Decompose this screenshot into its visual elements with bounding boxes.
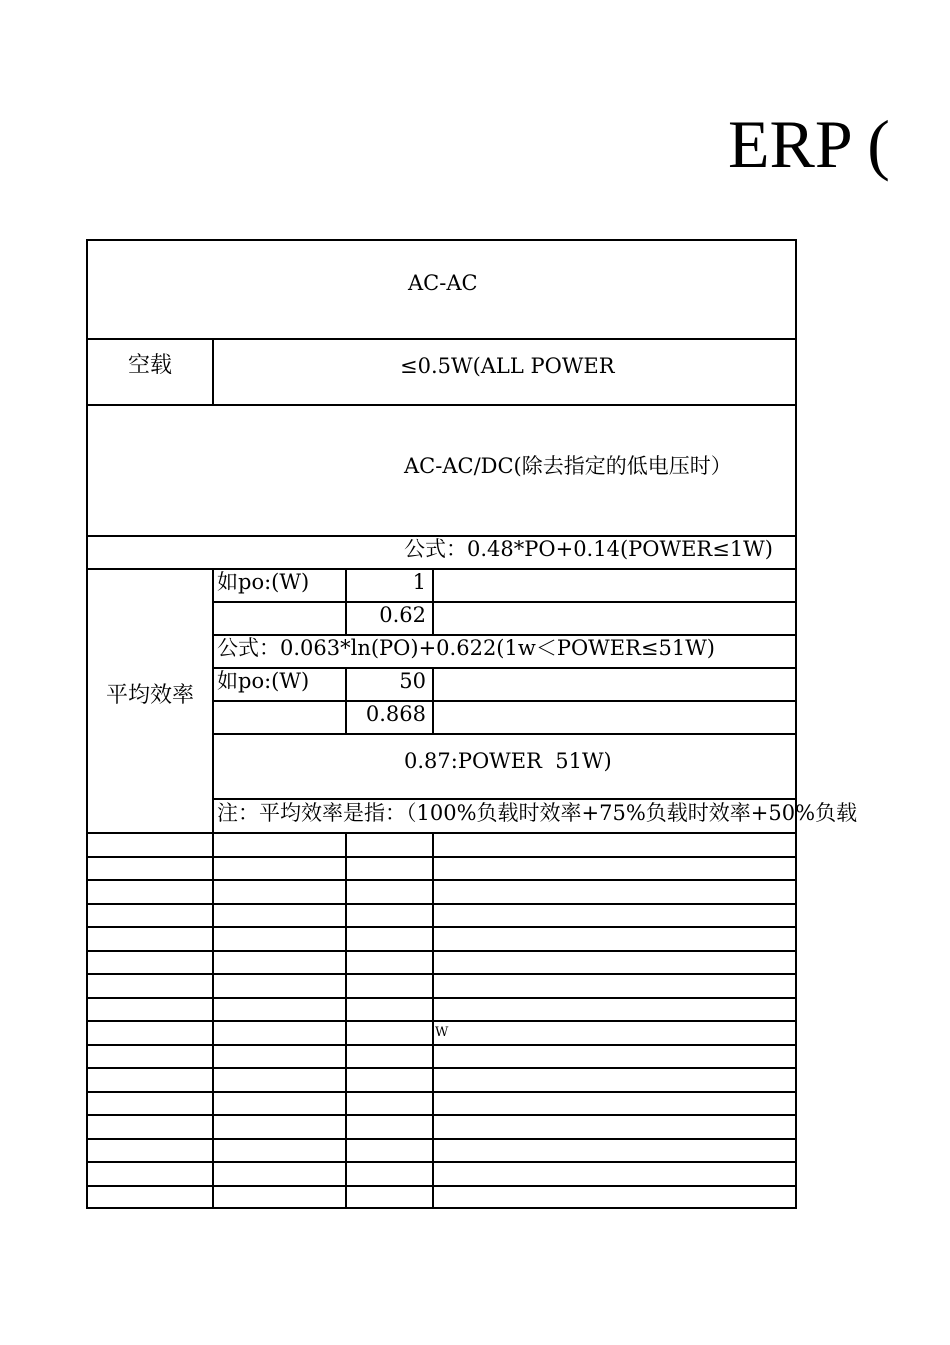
- grid-row-line: [86, 926, 797, 928]
- avg-efficiency-label: 平均效率: [105, 683, 194, 708]
- example2-po: 50: [399, 669, 426, 693]
- grid-row-line: [86, 950, 797, 952]
- column-divider: [212, 338, 214, 406]
- high-power-efficiency: 0.87:POWER 51W): [404, 749, 612, 773]
- example1-result: 0.62: [379, 603, 426, 627]
- example1-po: 1: [412, 570, 426, 594]
- grid-row-line: [86, 1161, 797, 1163]
- grid-row-line: [86, 879, 797, 881]
- section-heading-acac: AC-AC: [408, 271, 478, 295]
- page-title: ERP (: [728, 106, 890, 182]
- formula-mid-power: 公式：0.063*ln(PO)+0.622(1w＜POWER≤51W): [217, 636, 716, 660]
- grid-row-line: [86, 1138, 797, 1140]
- no-load-value: ≤0.5W(ALL POWER: [400, 354, 615, 378]
- grid-row-line: [86, 903, 797, 905]
- row-divider: [86, 832, 797, 834]
- example1-label: 如po:(W): [217, 570, 310, 594]
- table-border-top: [86, 239, 797, 241]
- row-divider: [213, 601, 797, 603]
- example2-result: 0.868: [365, 702, 426, 726]
- grid-row-line: [86, 1114, 797, 1116]
- table-border-right: [795, 239, 797, 1209]
- formula-low-power: 公式：0.48*PO+0.14(POWER≤1W): [404, 537, 773, 561]
- table-border-left: [86, 239, 88, 1209]
- grid-row-line: [86, 1020, 797, 1022]
- row-divider: [213, 700, 797, 702]
- column-divider: [432, 832, 434, 1209]
- grid-row-line: [86, 856, 797, 858]
- grid-mark: W: [435, 1025, 449, 1040]
- row-divider: [213, 733, 797, 735]
- column-divider: [345, 832, 347, 1209]
- column-divider: [212, 568, 214, 1209]
- row-divider: [86, 338, 797, 340]
- grid-row-line: [86, 1067, 797, 1069]
- example2-label: 如po:(W): [217, 669, 310, 693]
- table-border-bottom: [86, 1207, 797, 1209]
- grid-row-line: [86, 1185, 797, 1187]
- no-load-label: 空载: [127, 353, 172, 378]
- column-divider: [432, 568, 434, 636]
- grid-row-line: [86, 997, 797, 999]
- row-divider: [86, 404, 797, 406]
- grid-row-line: [86, 1091, 797, 1093]
- avg-efficiency-note: 注：平均效率是指：（100%负载时效率+75%负载时效率+50%负载: [217, 801, 858, 825]
- grid-row-line: [86, 1044, 797, 1046]
- section-heading-acdc: AC-AC/DC(除去指定的低电压时）: [404, 454, 732, 478]
- grid-row-line: [86, 973, 797, 975]
- column-divider: [432, 667, 434, 735]
- row-divider: [86, 568, 797, 570]
